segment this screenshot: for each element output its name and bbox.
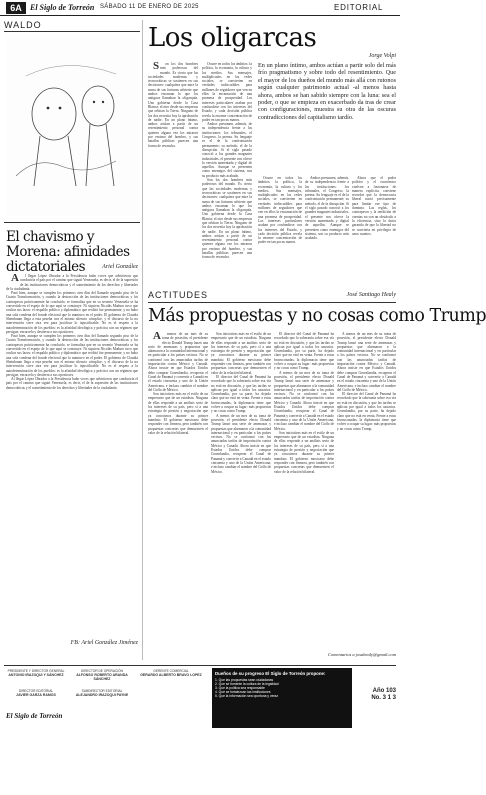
main-col-1: Son los dos hombres más poderosos del mundo. Es cierto que las sociedades modernas y tecnocráticas se sostienen en sus decisiones: cualquiera que mire la suma de sus fortunas advierte que ambos encarnan lo que los antiguos llamaban la oligarquía. Uno gobierna desde la Casa Blanca; el otro desde sus empresas que orbitan la Tierra. Ninguno de los dos necesita hoy la aprobación de nadie. En un plano íntimo, ambos actúan a partir de un resentimiento personal contra quienes alguna vez los miraron por encima del hombro, y sus batallas públicas parecen una forma de revancha. [148,60,198,148]
second-col-1: Amenos de un mes de su toma de posesión, el presidente electo Donald Trump lanzó una serie de amenazas y propuestas que alarmaron a la comunidad internacional y en particular a los países vecinos. No se conformó con las anunciadas tarifas de importación contra México y Canadá. Ahora insiste en que Estados Unidos debe comprar Groenlandia, recuperar el Canal de Panamá y convertir a Canadá en el estado cincuenta y uno de la Unión Americana, e incluso cambiar el nombre del Golfo de México. Son iniciativas más en el estilo de un empresario que de un estadista. Ninguna de ellas responde a un análisis serio de los intereses de su país, pero sí a una estrategia de presión y negociación que ya conocimos durante su primer mandato. El gobierno mexicano debe responder con firmeza, pero también con propuestas concretas que demuestren el valor de la relación bilateral. [148,330,208,435]
footer-logo: El Siglo de Torreón [6,712,63,720]
left-divider [4,222,140,223]
proposal-item: 1. Que las propuestas sean ciudadanas [215,678,274,682]
footer-credit-5: GERENTE COMERCIAL GERARDO ALBERTO BRAVO LOPEZ [140,669,202,677]
second-email: Comentarios a josahealy@gmail.com [327,652,396,657]
main-lede: En un plano íntimo, ambos actúan a partir solo del más frío pragmatismo y sobre todo del resentimiento. Que el mayor de los dueños del mundo más allá con rutonos según cualquier patrimonio actual -al menos hasta ahora, ambos se han sabido siempre con la luna: sea el poder, o que se empieza en exacerbado da tras de crear con configuraciones, muestra su otra de las oscuras contradicciones del capitalismo tardío. [258,62,396,121]
footer-credit-1: PRESIDENTE Y DIRECTOR GENERAL ANTONIO IRAZOQUI Y SÁNCHEZ [7,669,65,677]
proposal-item: 2. Que se fomente la cultura de la legalidad [215,682,279,686]
date: SÁBADO 11 DE ENERO DE 2025 [100,4,199,10]
column-divider [142,20,143,660]
year-label: Año 103 [372,688,396,694]
main-col-3: Ocurre en todos los ámbitos: la política, la economía, la cultura y los medios. Sus mensajes, multiplicados en las redes sociales, se convierten en verdades indiscutibles para millones de seguidores que ven en ellos la encarnación de una promesa de prosperidad. Los intereses particulares acaban por confundirse con los intereses del Estado, y cada decisión pública revela la enorme concentración de poder en tan pocas manos. [258,176,302,245]
footer-credit-3: DIRECTOR DE OPERACIÓN ALFONSO ROBERTO ARANDA SÁNCHEZ [76,669,128,681]
proposal-item: 5. Que la información sea oportuna y veraz [215,694,279,698]
second-kicker-rule [148,302,396,303]
proposal-box-title: Dueños de su progreso El Siglo de Torreón propone: [215,671,326,676]
top-bar [0,0,400,16]
proposal-item: 4. Que se fortalezcan las instituciones [215,690,271,694]
left-body-repeat-2: Al llegar López Obrador a la Presidencia hubo voces que advirtieron que conduciría el país por el camino que siguió Venezuela, es decir, el de la supresión de las instituciones democráticas y el sometimiento de los derechos y libertades de la ciudadanía. [6,377,138,390]
main-author: Jorge Volpi [368,53,396,59]
main-col-5: Ahora que el poder político y el económico vuelven a fusionarse de manera explícita, conviene recordar que la democracia liberal nació precisamente para limitar ese tipo de dominio. Las reglas, los contrapesos y la rendición de cuentas no son un obstáculo a la eficiencia, sino la única garantía de que la libertad no se convierta en privilegio de unos cuantos. [352,176,396,236]
footer-credit-4: SUBDIRECTOR EDITORIAL ALEJANDRO IRAZOQUI PAYNE [75,689,129,697]
second-headline: Más propuestas y no cosas como Trump [148,306,486,326]
main-headline: Los oligarcas [148,23,317,53]
masthead: El Siglo de Torreón [30,3,95,12]
second-col-3: El director del Canal de Panamá ha recordado que la soberanía sobre esa vía no está en discusión, y que las tarifas se aplican por igual a todos los usuarios. Groenlandia, por su parte, ha dejado claro que no está en venta. Frente a estas bravuconadas, la diplomacia tiene que volver a ocupar su lugar: más propuestas y no cosas como Trump. A menos de un mes de su toma de posesión, el presidente electo Donald Trump lanzó una serie de amenazas y propuestas que alarmaron a la comunidad internacional y en particular a los países vecinos. No se conformó con las anunciadas tarifas de importación contra México y Canadá. Ahora insiste en que Estados Unidos debe comprar Groenlandia, recuperar el Canal de Panamá y convertir a Canadá en el estado cincuenta y uno de la Unión Americana, e incluso cambiar el nombre del Golfo de México. Son iniciativas más en el estilo de un empresario que de un estadista. Ninguna de ellas responde a un análisis serio de los intereses de su país, pero sí a una estrategia de presión y negociación que ya conocimos durante su primer mandato. El gobierno mexicano debe responder con firmeza, pero también con propuestas concretas que demuestren el valor de la relación bilateral. [274,332,334,474]
left-body: Pasó bien, aunque se cumplen los primeros cien días del llamado segundo piso de la Cuarta Transformación, y cuando la destrucción de las instituciones democráticas y los contrapesos prácticamente ha concluido, se formaliza que en su sexenio Venezuela se ha convertido en el espejo de lo que aquí se construye. Ni siquiera Nicolás Maduro tuvo que ocultar sus lazos: el respaldo político y diplomático que recibió fue permanente, y no hubo una sola condena del fraude electoral que lo mantuvo en el poder. El gobierno de Claudia Sheinbaum llega a esta prueba con el mismo silencio cómplice, y el discurso de la no intervención sirve otra vez para justificar lo injustificable. No es el respeto a la autodeterminación de los pueblos: es la afinidad ideológica y práctica con un régimen que persigue, encarcela y destierra a sus opositores. [6,291,138,334]
second-col-4: A menos de un mes de su toma de posesión, el presidente electo Donald Trump lanzó una serie de amenazas y propuestas que alarmaron a la comunidad internacional y en particular a los países vecinos. No se conformó con las anunciadas tarifas de importación contra México y Canadá. Ahora insiste en que Estados Unidos debe comprar Groenlandia, recuperar el Canal de Panamá y convertir a Canadá en el estado cincuenta y uno de la Unión Americana, e incluso cambiar el nombre del Golfo de México. El director del Canal de Panamá ha recordado que la soberanía sobre esa vía no está en discusión, y que las tarifas se aplican por igual a todos los usuarios. Groenlandia, por su parte, ha dejado claro que no está en venta. Frente a estas bravuconadas, la diplomacia tiene que volver a ocupar su lugar: más propuestas y no cosas como Trump. [337,332,396,431]
main-col-4: Ambos presumen, además, de su independencia frente a las instituciones: los tribunales, el Congreso, la prensa. Su lenguaje es el de la confrontación permanente; su método, el de la disrupción. Si el siglo pasado conoció a los grandes magnates industriales, el presente nos ofrece la versión aumentada y digital de aquellos. Aunque se presenten como enemigos del sistema, son su producto más acabado. [305,176,350,241]
left-intro: Al llegar López Obrador a la Presidencia hubo voces que advirtieron que conduciría el país por el camino que siguió Venezuela, es decir, el de la supresión de las instituciones democráticas y el sometimiento de los derechos y libertades de la ciudadanía. [6,272,138,291]
footer-credit-2: DIRECTOR EDITORIAL JAVIER GARZA RAMOS [16,689,56,697]
left-article-body [6,274,138,638]
left-kicker-rule [4,31,140,32]
edition-info [356,688,396,702]
proposal-box [212,668,352,728]
number-label: No. 3 1 3 [371,695,396,701]
page-number: 6A [6,2,26,14]
section-name: EDITORIAL [334,3,384,12]
left-author: Ariel González [102,264,138,270]
footer-rule [4,665,396,666]
left-kicker: WALDO [4,20,42,30]
second-kicker: ACTITUDES [148,290,209,300]
second-author: José Santiago Healy [346,292,396,298]
left-body-repeat: Pasó bien, aunque se cumplen los primeros cien días del llamado segundo piso de la Cuarta Transformación, y cuando la destrucción de las instituciones democráticas y los contrapesos prácticamente ha concluido, se formaliza que en su sexenio Venezuela se ha convertido en el espejo de lo que aquí se construye. Ni siquiera Nicolás Maduro tuvo que ocultar sus lazos: el respaldo político y diplomático que recibió fue permanente, y no hubo una sola condena del fraude electoral que lo mantuvo en el poder. El gobierno de Claudia Sheinbaum llega a esta prueba con el mismo silencio cómplice, y el discurso de la no intervención sirve otra vez para justificar lo injustificable. No es el respeto a la autodeterminación de los pueblos: es la afinidad ideológica y práctica con un régimen que persigue, encarcela y destierra a sus opositores. [6,334,138,377]
cartoon-image [6,36,138,216]
proposal-item: 3. Que la política sea responsable [215,686,265,690]
main-col-2: Ocurre en todos los ámbitos: la política, la economía, la cultura y los medios. Sus mensajes, multiplicados en las redes sociales, se convierten en verdades indiscutibles para millones de seguidores que ven en ellos la encarnación de una promesa de prosperidad. Los intereses particulares acaban por confundirse con los intereses del Estado, y cada decisión pública revela la enorme concentración de poder en tan pocas manos. Ambos presumen, además, de su independencia frente a las instituciones: los tribunales, el Congreso, la prensa. Su lenguaje es el de la confrontación permanente; su método, el de la disrupción. Si el siglo pasado conoció a los grandes magnates industriales, el presente nos ofrece la versión aumentada y digital de aquellos. Aunque se presenten como enemigos del sistema, son su producto más acabado. Son los dos hombres más poderosos del mundo. Es cierto que las sociedades modernas y tecnocráticas se sostienen en sus decisiones: cualquiera que mire la suma de sus fortunas advierte que ambos encarnan lo que los antiguos llamaban la oligarquía. Uno gobierna desde la Casa Blanca; el otro desde sus empresas que orbitan la Tierra. Ninguno de los dos necesita hoy la aprobación de nadie. En un plano íntimo, ambos actúan a partir de un resentimiento personal contra quienes alguna vez los miraron por encima del hombro, y sus batallas públicas parecen una forma de revancha. [202,62,252,260]
left-signature: FB: Ariel González Jiménez [70,640,138,646]
second-col-2: Son iniciativas más en el estilo de un empresario que de un estadista. Ninguna de ellas responde a un análisis serio de los intereses de su país, pero sí a una estrategia de presión y negociación que ya conocimos durante su primer mandato. El gobierno mexicano debe responder con firmeza, pero también con propuestas concretas que demuestren el valor de la relación bilateral. El director del Canal de Panamá ha recordado que la soberanía sobre esa vía no está en discusión, y que las tarifas se aplican por igual a todos los usuarios. Groenlandia, por su parte, ha dejado claro que no está en venta. Frente a estas bravuconadas, la diplomacia tiene que volver a ocupar su lugar: más propuestas y no cosas como Trump. A menos de un mes de su toma de posesión, el presidente electo Donald Trump lanzó una serie de amenazas y propuestas que alarmaron a la comunidad internacional y en particular a los países vecinos. No se conformó con las anunciadas tarifas de importación contra México y Canadá. Ahora insiste en que Estados Unidos debe comprar Groenlandia, recuperar el Canal de Panamá y convertir a Canadá en el estado cincuenta y uno de la Unión Americana, e incluso cambiar el nombre del Golfo de México. [211,332,271,474]
left-headline: El chavismo y Morena: afinidades dictatoriales [6,229,130,275]
